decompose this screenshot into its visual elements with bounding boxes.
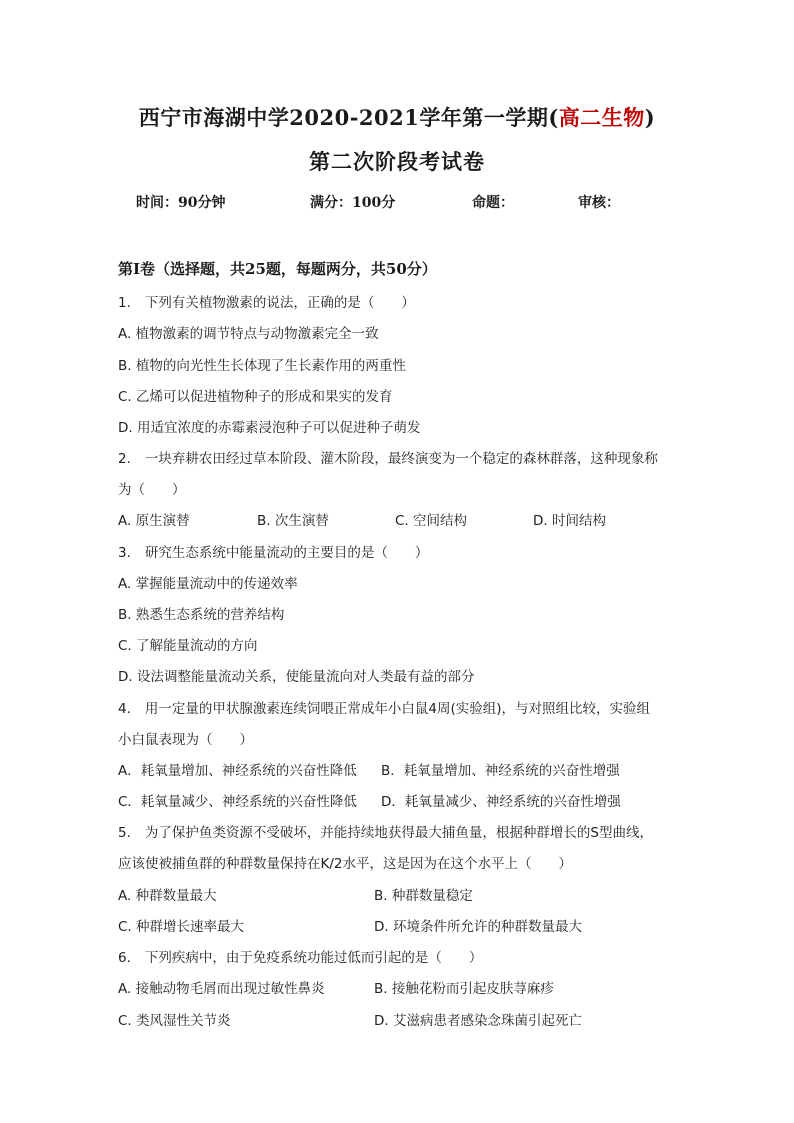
option-c: C. 了解能量流动的方向 (118, 638, 258, 654)
exam-time: 时间：90分钟 (136, 195, 226, 211)
option-b: B. 接触花粉而引起皮肤荨麻疹 (374, 981, 554, 997)
question-number: 1. (118, 295, 131, 311)
question-stem: 用一定量的甲状腺激素连续饲喂正常成年小白鼠4周(实验组)，与对照组比较，实验组 (144, 701, 651, 717)
option-d: D．耗氧量减少、神经系统的兴奋性增强 (381, 794, 621, 810)
option-a: A．耗氧量增加、神经系统的兴奋性降低 (118, 763, 357, 779)
question-stem: 下列有关植物激素的说法，正确的是（ ） (144, 295, 415, 311)
option-c: C. 乙烯可以促进植物种子的形成和果实的发育 (118, 389, 393, 405)
question-number: 6. (118, 950, 131, 966)
option-a: A. 植物激素的调节特点与动物激素完全一致 (118, 326, 379, 342)
option-b: B. 种群数量稳定 (374, 888, 473, 904)
option-c: C. 种群增长速率最大 (118, 919, 245, 935)
question-number: 3. (118, 545, 131, 561)
question-2 (118, 447, 658, 467)
exam-subtitle: 第二次阶段考试卷 (309, 149, 485, 174)
option-b: B. 次生演替 (257, 513, 329, 529)
question-stem: 研究生态系统中能量流动的主要目的是（ ） (144, 545, 429, 561)
option-d: D. 时间结构 (533, 513, 606, 529)
question-stem-continued: 小白鼠表现为（ ） (118, 732, 253, 748)
exam-reviewer: 审核： (578, 195, 620, 211)
option-c: C. 类风湿性关节炎 (118, 1013, 231, 1029)
question-stem: 一块弃耕农田经过草本阶段、灌木阶段，最终演变为一个稳定的森林群落，这种现象称 (144, 451, 658, 467)
title-close: ) (644, 105, 656, 130)
option-b: B．耗氧量增加、神经系统的兴奋性增强 (381, 763, 620, 779)
option-b: B. 植物的向光性生长体现了生长素作用的两重性 (118, 358, 406, 374)
question-stem: 为了保护鱼类资源不受破坏，并能持续地获得最大捕鱼量，根据种群增长的S型曲线， (144, 825, 653, 841)
question-number: 5. (118, 825, 131, 841)
option-d: D. 设法调整能量流动关系，使能量流向对人类最有益的部分 (118, 669, 475, 685)
question-number: 2. (118, 451, 131, 467)
option-b: B. 熟悉生态系统的营养结构 (118, 607, 285, 623)
question-number: 4. (118, 701, 131, 717)
option-c: C．耗氧量减少、神经系统的兴奋性降低 (118, 794, 357, 810)
title-subject: 高二生物 (558, 105, 645, 130)
option-d: D. 用适宜浓度的赤霉素浸泡种子可以促进种子萌发 (118, 420, 421, 436)
option-d: D. 环境条件所允许的种群数量最大 (374, 919, 582, 935)
option-a: A. 接触动物毛屑而出现过敏性鼻炎 (118, 981, 325, 997)
option-c: C. 空间结构 (395, 513, 468, 529)
option-d: D. 艾滋病患者感染念珠菌引起死亡 (374, 1013, 582, 1029)
option-a: A. 原生演替 (118, 513, 190, 529)
exam-score: 满分：100分 (310, 195, 396, 211)
question-4 (118, 697, 650, 717)
title-main: 西宁市海湖中学2020-2021学年第一学期( (138, 105, 559, 130)
question-3 (118, 541, 428, 561)
question-stem-continued: 为（ ） (118, 482, 186, 498)
exam-title (0, 102, 794, 132)
question-6 (118, 946, 482, 966)
exam-author: 命题： (472, 195, 514, 211)
option-a: A. 种群数量最大 (118, 888, 217, 904)
question-stem: 下列疾病中，由于免疫系统功能过低而引起的是（ ） (144, 950, 483, 966)
question-1 (118, 291, 415, 311)
option-a: A. 掌握能量流动中的传递效率 (118, 576, 298, 592)
question-5 (118, 821, 653, 841)
section-title: 第I卷（选择题，共25题，每题两分，共50分） (118, 260, 437, 278)
question-stem-continued: 应该使被捕鱼群的种群数量保持在K/2水平，这是因为在这个水平上（ ） (118, 856, 572, 872)
